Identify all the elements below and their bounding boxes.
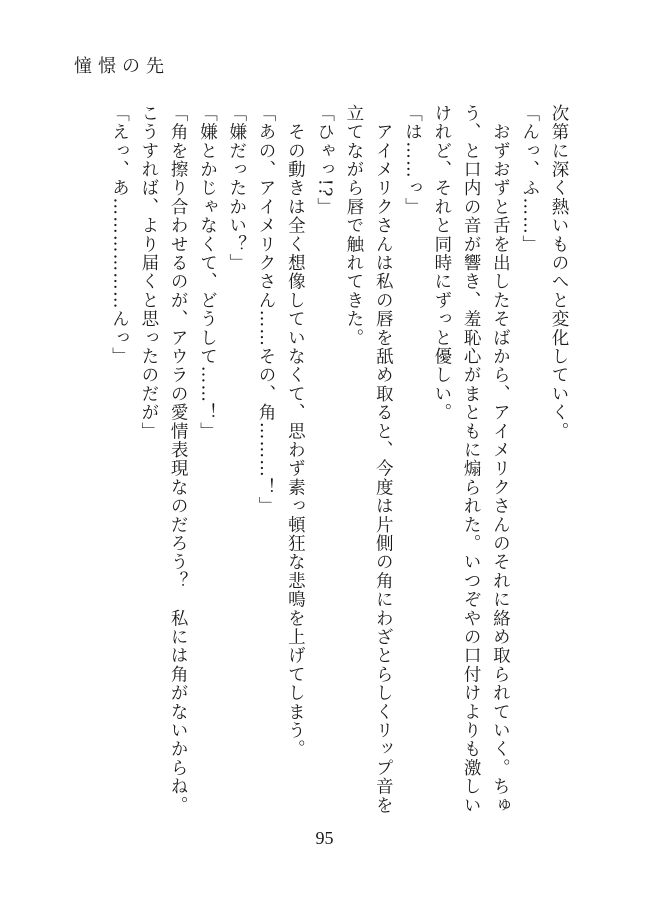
text-line: 「は……っ」	[402, 104, 423, 217]
text-line: アイメリクさんは私の唇を舐め取ると、今度は片側の角にわざとらしくリップ音を	[373, 104, 394, 815]
text-line: 立てながら唇で触れてきた。	[343, 104, 364, 348]
text-line: 「ひゃっ!?」	[314, 104, 335, 217]
text-line: 「あの、アイメリクさん……その、角………！」	[256, 104, 277, 516]
page-number: 95	[315, 828, 334, 848]
text-line: 次第に深く熱いものへと変化していく。	[549, 104, 569, 441]
text-line: けれど、それと同時にずっと優しい。	[431, 104, 452, 422]
text-line: 「んっ、ふ……」	[519, 104, 540, 254]
text-line: 「嫌だったかい？」	[226, 104, 247, 273]
text-line: 「えっ、あ………………んっ」	[109, 104, 130, 366]
body-text	[93, 104, 573, 824]
running-head: 憧憬の先	[74, 56, 170, 77]
text-line: 「角を擦り合わせるのが、アウラの愛情表現なのだろう？ 私には角がないからね。	[168, 104, 189, 815]
text-line: その動きは全く想像していなくて、思わず素っ頓狂な悲鳴を上げてしまう。	[285, 104, 306, 759]
text-line: う、と口内の音が響き、羞恥心がまともに煽られた。いつぞやの口付けよりも激しい	[461, 104, 482, 815]
text-line: こうすれば、より届くと思ったのだが」	[138, 104, 159, 441]
text-line: おずおずと舌を出したそばから、アイメリクさんのそれに絡め取られていく。ちゅ	[490, 104, 511, 815]
text-line: 「嫌とかじゃなくて、どうして……！」	[197, 104, 218, 441]
